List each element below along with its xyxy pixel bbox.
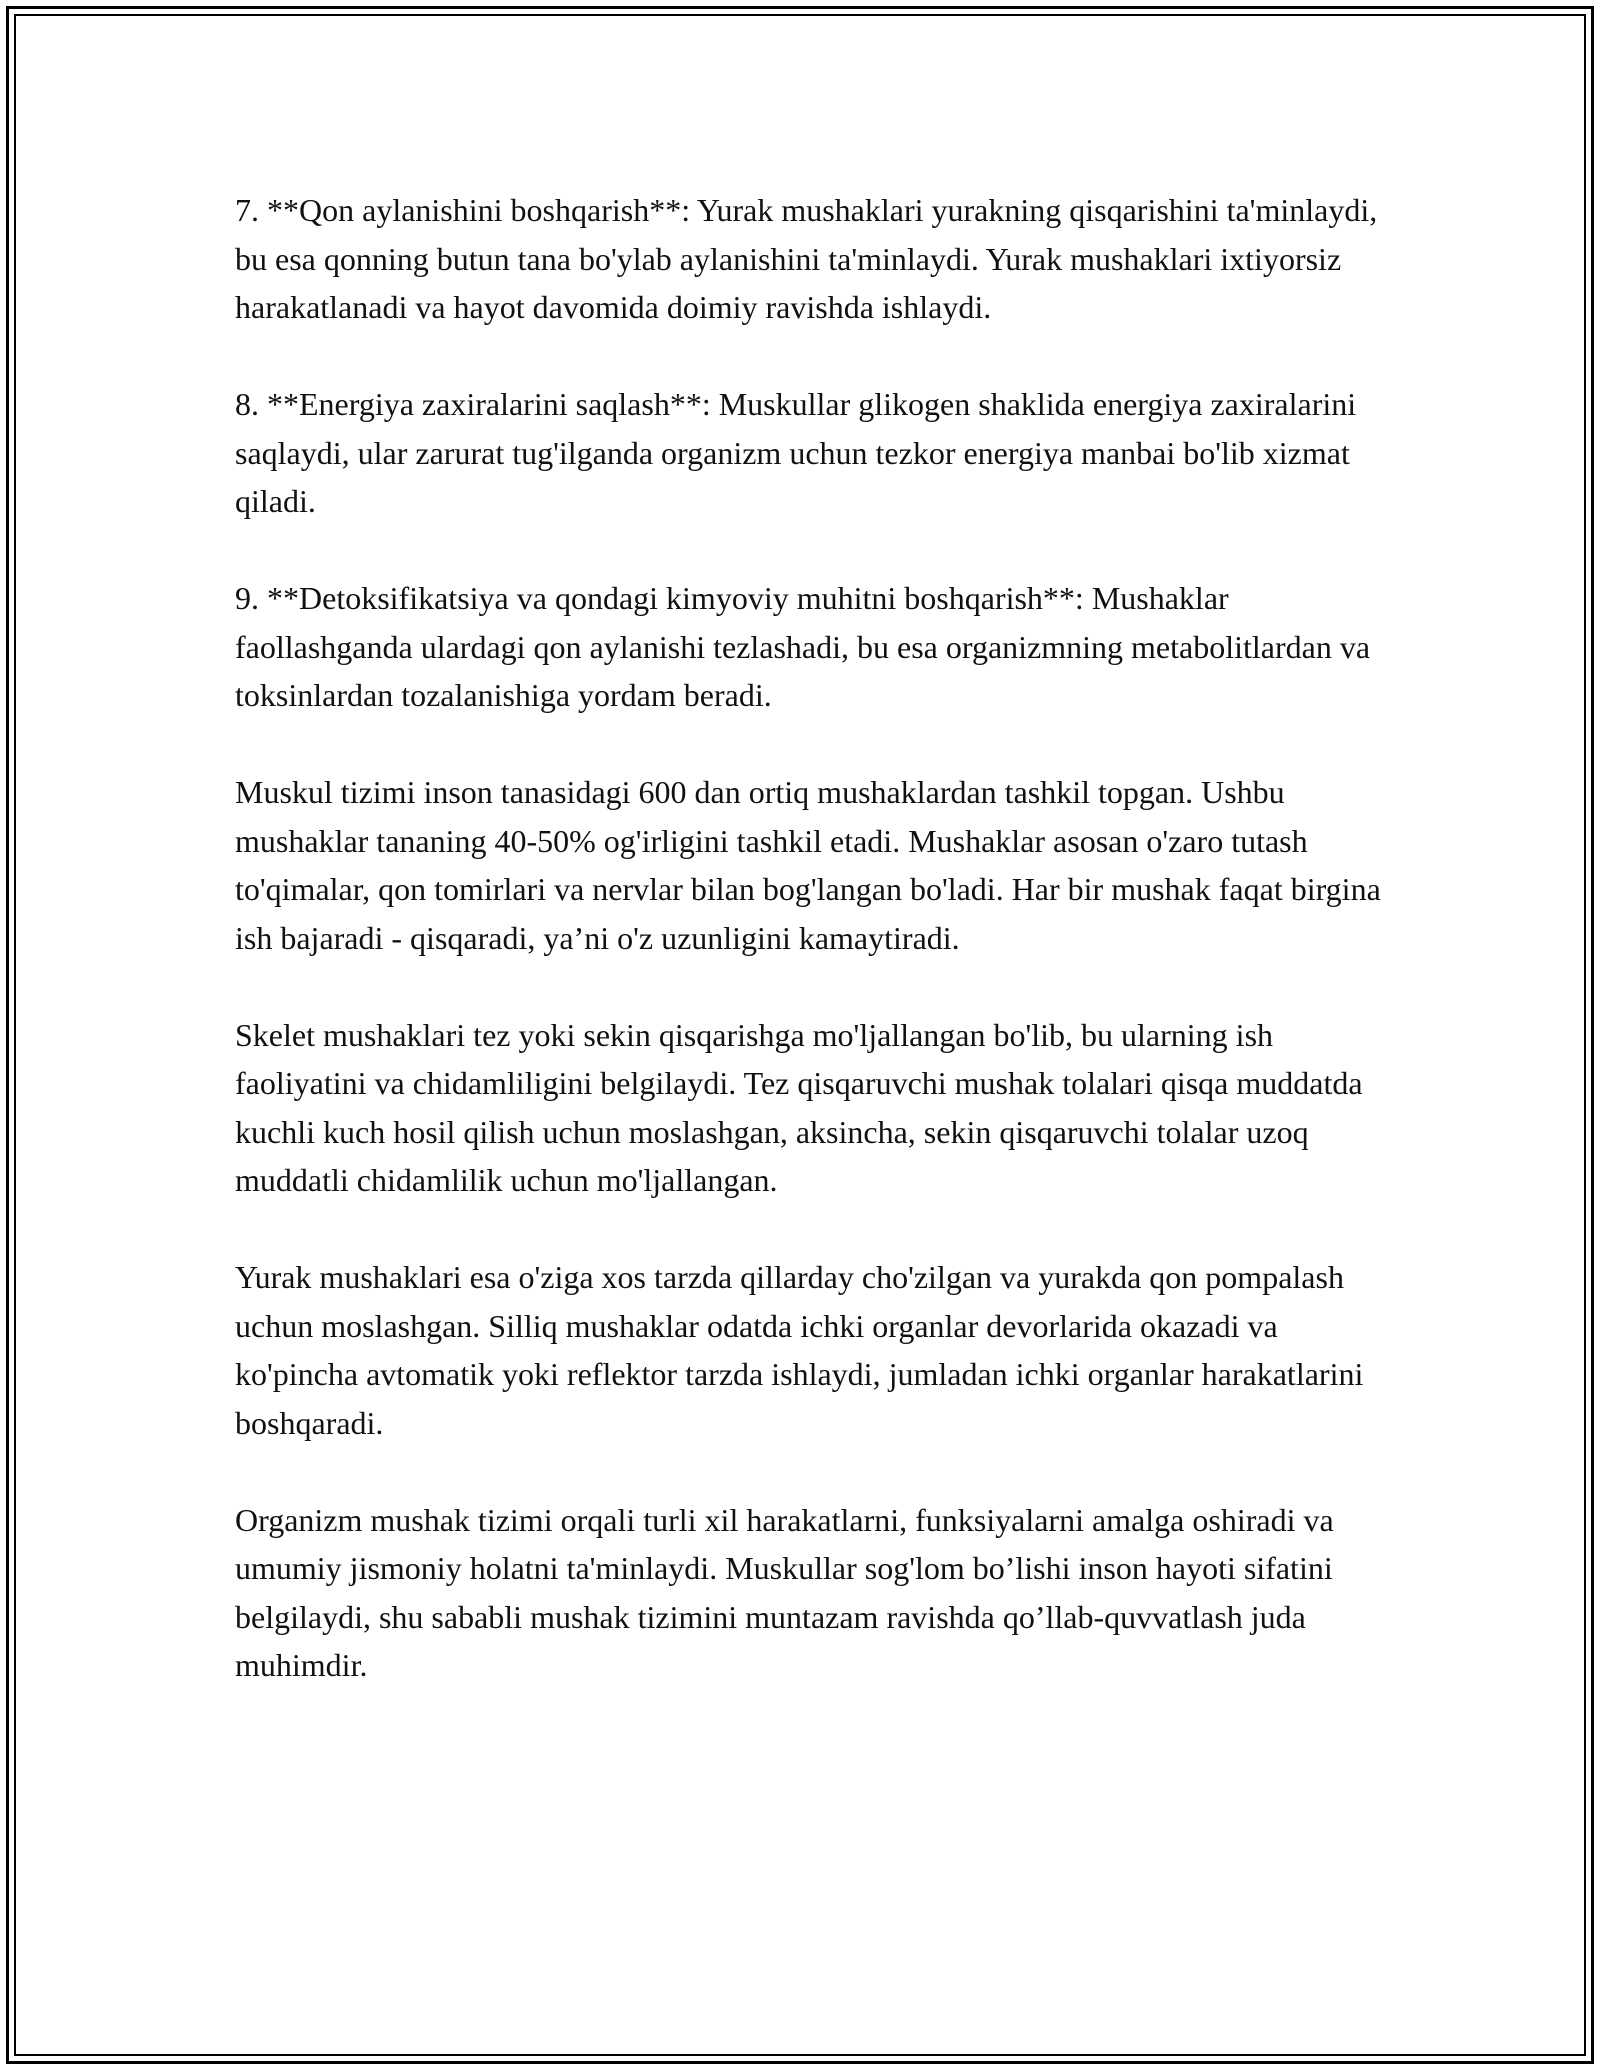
document-body (235, 186, 1385, 1690)
paragraph-energiya-zaxiralari: 8. **Energiya zaxiralarini saqlash**: Muskullar glikogen shaklida energiya zaxiralarini saqlaydi, ular zarurat tug'ilganda organizm uchun tezkor energiya manbai bo'lib xizmat qiladi. (235, 386, 1357, 519)
paragraph-skelet-mushaklari: Skelet mushaklari tez yoki sekin qisqarishga mo'ljallangan bo'lib, bu ularning ish faoliyatini va chidamliligini belgilaydi. Tez qisqaruvchi mushak tolalari qisqa muddatda kuchli kuch hosil qilish uchun moslashgan, aksincha, sekin qisqaruvchi tolalar uzoq muddatli chidamlilik uchun mo'ljallangan. (235, 1016, 1363, 1198)
paragraph-qon-aylanishi: 7. **Qon aylanishini boshqarish**: Yurak mushaklari yurakning qisqarishini ta'minlaydi, bu esa qonning butun tana bo'ylab aylanishini ta'minlaydi. Yurak mushaklari ixtiyorsiz harakatlanadi va hayot davomida doimiy ravishda ishlaydi. (235, 192, 1378, 325)
paragraph-yurak-mushaklari: Yurak mushaklari esa o'ziga xos tarzda qillarday cho'zilgan va yurakda qon pompalash uchun moslashgan. Silliq mushaklar odatda ichki organlar devorlarida okazadi va ko'pincha avtomatik yoki reflektor tarzda ishlaydi, jumladan ichki organlar harakatlarini boshqaradi. (235, 1259, 1364, 1441)
paragraph-muskul-tizimi: Muskul tizimi inson tanasidagi 600 dan ortiq mushaklardan tashkil topgan. Ushbu mushaklar tananing 40-50% og'irligini tashkil etadi. Mushaklar asosan o'zaro tutash to'qimalar, qon tomirlari va nervlar bilan bog'langan bo'ladi. Har bir mushak faqat birgina ish bajaradi - qisqaradi, ya’ni o'z uzunligini kamaytiradi. (235, 774, 1381, 956)
paragraph-detoksifikatsiya: 9. **Detoksifikatsiya va qondagi kimyoviy muhitni boshqarish**: Mushaklar faollashganda ulardagi qon aylanishi tezlashadi, bu esa organizmning metabolitlardan va toksinlardan tozalanishiga yordam beradi. (235, 580, 1371, 713)
paragraph-organizm-xulosa: Organizm mushak tizimi orqali turli xil harakatlarni, funksiyalarni amalga oshiradi va umumiy jismoniy holatni ta'minlaydi. Muskullar sog'lom bo’lishi inson hayoti sifatini belgilaydi, shu sababli mushak tizimini muntazam ravishda qo’llab-quvvatlash juda muhimdir. (235, 1501, 1334, 1683)
